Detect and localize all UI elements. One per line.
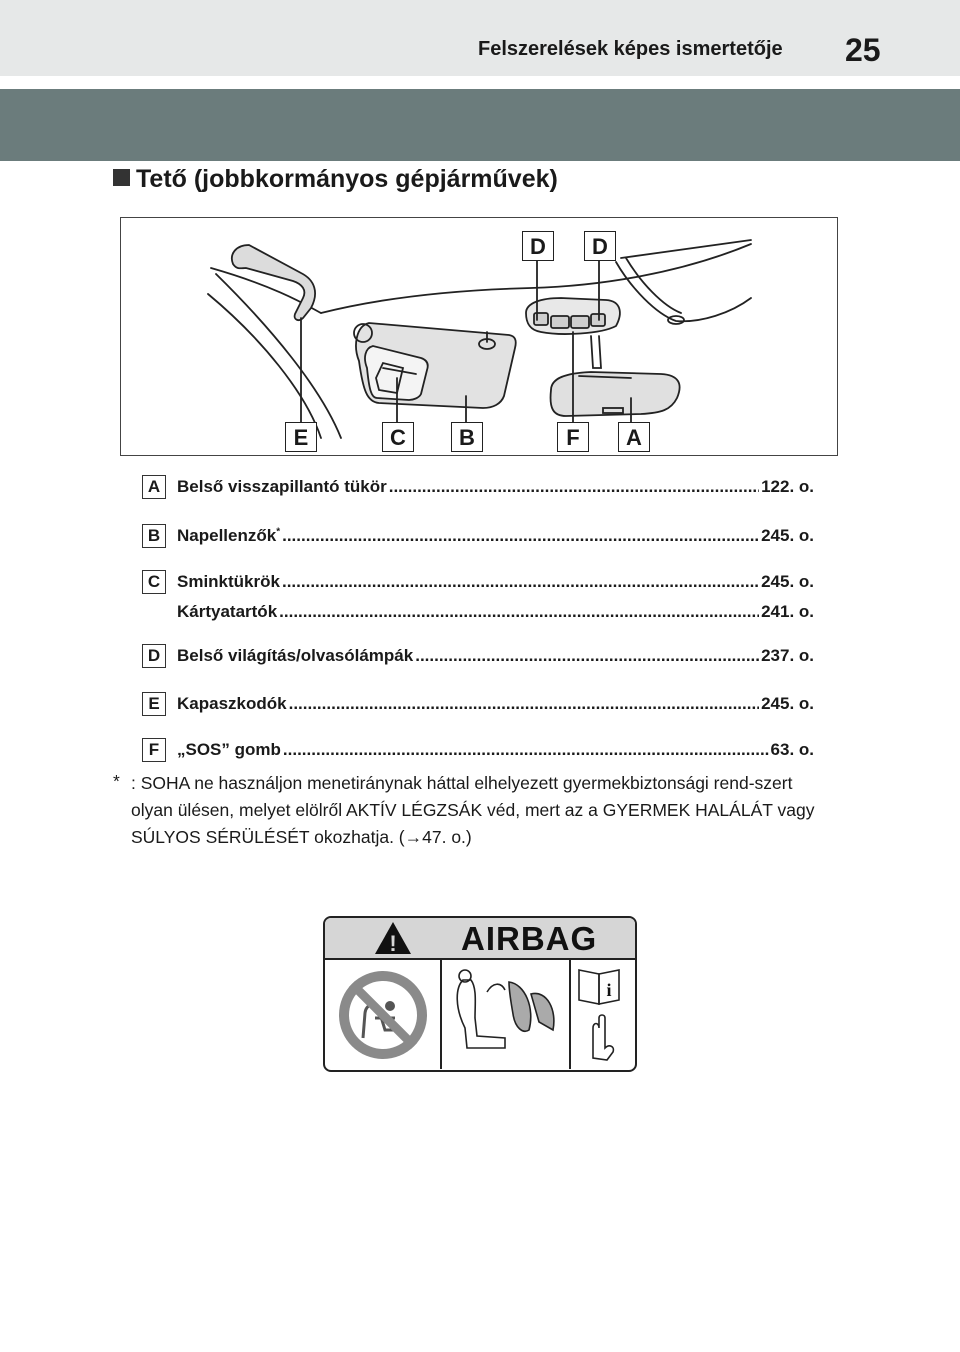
- item-name: Sminktükrök: [177, 572, 280, 591]
- item-page: 122. o.: [761, 477, 814, 496]
- airbag-warning-label: [323, 916, 637, 1072]
- item-name: Kártyatartók: [177, 602, 278, 621]
- callout-d-right: D: [584, 231, 616, 261]
- callout-f: F: [557, 422, 589, 452]
- item-page: 245. o.: [761, 694, 814, 713]
- list-item-c-sub: [142, 600, 814, 630]
- leader-dots: [389, 475, 759, 499]
- page-number: 25: [845, 32, 881, 68]
- item-name: Belső világítás/olvasólámpák: [177, 646, 414, 665]
- item-label: C: [142, 570, 166, 594]
- list-item-e: [142, 692, 814, 722]
- footnote-star: *: [113, 771, 120, 791]
- header-title: Felszerelések képes ismertetője: [478, 38, 783, 60]
- item-name-text: Napellenzők: [177, 526, 277, 545]
- list-item-b: [142, 524, 814, 554]
- list-item-a: [142, 475, 814, 505]
- item-page: 237. o.: [761, 646, 814, 665]
- list-item-f: [142, 738, 814, 768]
- item-label: A: [142, 475, 166, 499]
- item-page: 63. o.: [770, 740, 814, 759]
- leader-dots: [282, 570, 759, 594]
- footnote: [113, 770, 833, 851]
- seat-airbag-icon: [457, 970, 554, 1048]
- leader-dots: [283, 738, 769, 762]
- no-child-seat-icon: [339, 971, 427, 1059]
- section-title-text: Tető (jobbkormányos gépjárművek): [136, 165, 558, 193]
- svg-text:i: i: [606, 980, 612, 1000]
- item-page: 241. o.: [761, 602, 814, 621]
- section-title: [113, 165, 558, 194]
- leader-dots: [282, 524, 759, 548]
- footnote-text: : SOHA ne használjon menetiránynak háttal elhelyezett gyermekbiztonsági rend-szert olyan ülésen, melyet elölről AKTÍV LÉGZSÁK véd, mert az a GYERMEK HALÁLÁT vagy SÚLYOS SÉRÜLÉSÉT okozhatja. (→47. o.): [131, 773, 815, 847]
- leader-dots: [415, 644, 759, 668]
- footnote-marker: *: [276, 526, 281, 538]
- leader-dots: [289, 692, 759, 716]
- item-page: 245. o.: [761, 572, 814, 591]
- manual-info-icon: [579, 970, 619, 1060]
- callout-e: E: [285, 422, 317, 452]
- item-name: Kapaszkodók: [177, 694, 287, 713]
- callout-d-left: D: [522, 231, 554, 261]
- item-page: 245. o.: [761, 526, 814, 545]
- item-name: [177, 524, 280, 548]
- list-item-c: [142, 570, 814, 600]
- callout-b: B: [451, 422, 483, 452]
- item-label: B: [142, 524, 166, 548]
- item-name: „SOS” gomb: [177, 740, 281, 759]
- item-label: F: [142, 738, 166, 762]
- callout-a: A: [618, 422, 650, 452]
- item-label: E: [142, 692, 166, 716]
- header-band: [0, 89, 960, 161]
- roof-illustration: [120, 217, 838, 456]
- airbag-word: AIRBAG: [461, 920, 598, 957]
- list-item-d: [142, 644, 814, 674]
- item-name: Belső visszapillantó tükör: [177, 477, 387, 496]
- callout-c: C: [382, 422, 414, 452]
- roof-drawing: [121, 218, 837, 455]
- warning-exclamation: !: [389, 931, 397, 956]
- leader-dots: [279, 600, 759, 624]
- section-bullet-icon: [113, 169, 130, 186]
- item-label: D: [142, 644, 166, 668]
